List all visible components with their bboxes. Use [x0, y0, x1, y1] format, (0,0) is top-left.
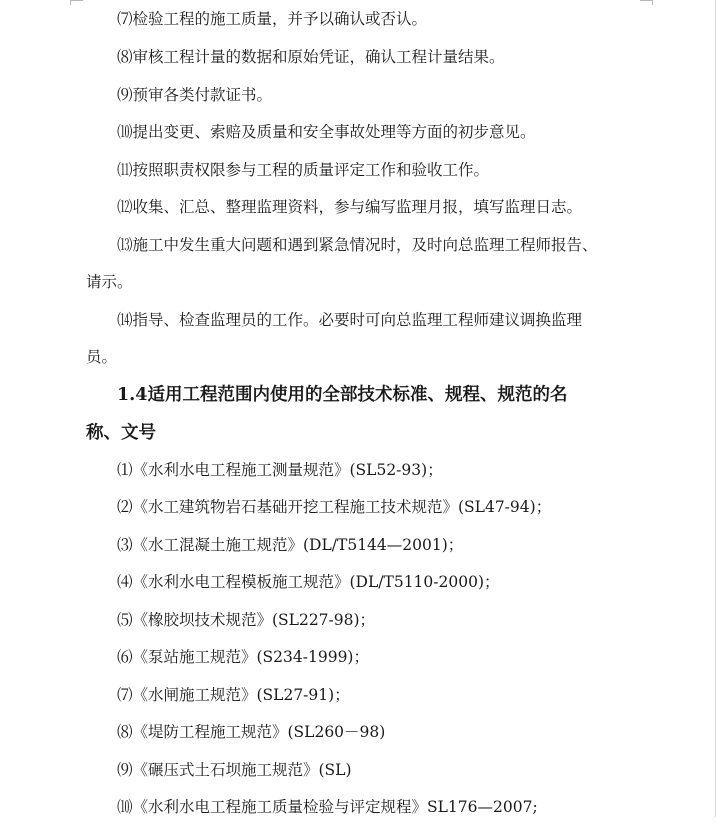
duty-item-8: ⑻审核工程计量的数据和原始凭证，确认工程计量结果。 — [117, 48, 505, 66]
standard-item-6: ⑹《泵站施工规范》(S234-1999)； — [117, 648, 369, 666]
duty-item-12: ⑿收集、汇总、整理监理资料，参与编写监理月报，填写监理日志。 — [117, 198, 583, 216]
duty-item-7: ⑺检验工程的施工质量，并予以确认或否认。 — [117, 10, 428, 28]
duty-item-11: ⑾按照职责权限参与工程的质量评定工作和验收工作。 — [117, 161, 490, 179]
standard-item-7: ⑺《水闸施工规范》(SL27-91)； — [117, 686, 350, 704]
section-heading: 1.4适用工程范围内使用的全部技术标准、规程、规范的名 — [117, 385, 568, 405]
duty-item-14-continued: 员。 — [86, 348, 118, 366]
standard-item-9: ⑼《碾压式土石坝施工规范》(SL) — [117, 761, 352, 779]
standard-item-1: ⑴《水利水电工程施工测量规范》(SL52-93)； — [117, 461, 443, 479]
standard-item-4: ⑷《水利水电工程模板施工规范》(DL/T5110-2000)； — [117, 573, 500, 591]
duty-item-14: ⒁指导、检查监理员的工作。必要时可向总监理工程师建议调换监理 — [117, 311, 583, 329]
duty-item-13-continued: 请示。 — [86, 273, 133, 291]
duty-item-13: ⒀施工中发生重大问题和遇到紧急情况时，及时向总监理工程师报告、 — [117, 236, 598, 254]
duty-item-10: ⑽提出变更、索赔及质量和安全事故处理等方面的初步意见。 — [117, 123, 536, 141]
standard-item-8: ⑻《堤防工程施工规范》(SL260－98) — [117, 723, 386, 741]
duty-item-9: ⑼预审各类付款证书。 — [117, 86, 273, 104]
margin-crop-mark-left — [70, 0, 83, 5]
standard-item-2: ⑵《水工建筑物岩石基础开挖工程施工技术规范》(SL47-94)； — [117, 498, 552, 516]
section-heading-continued: 称、文号 — [86, 423, 156, 443]
standard-item-10: ⑽《水利水电工程施工质量检验与评定规程》SL176—2007; — [117, 798, 538, 816]
standard-item-5: ⑸《橡胶坝技术规范》(SL227-98)； — [117, 611, 376, 629]
standard-item-3: ⑶《水工混凝土施工规范》(DL/T5144—2001)； — [117, 536, 464, 554]
